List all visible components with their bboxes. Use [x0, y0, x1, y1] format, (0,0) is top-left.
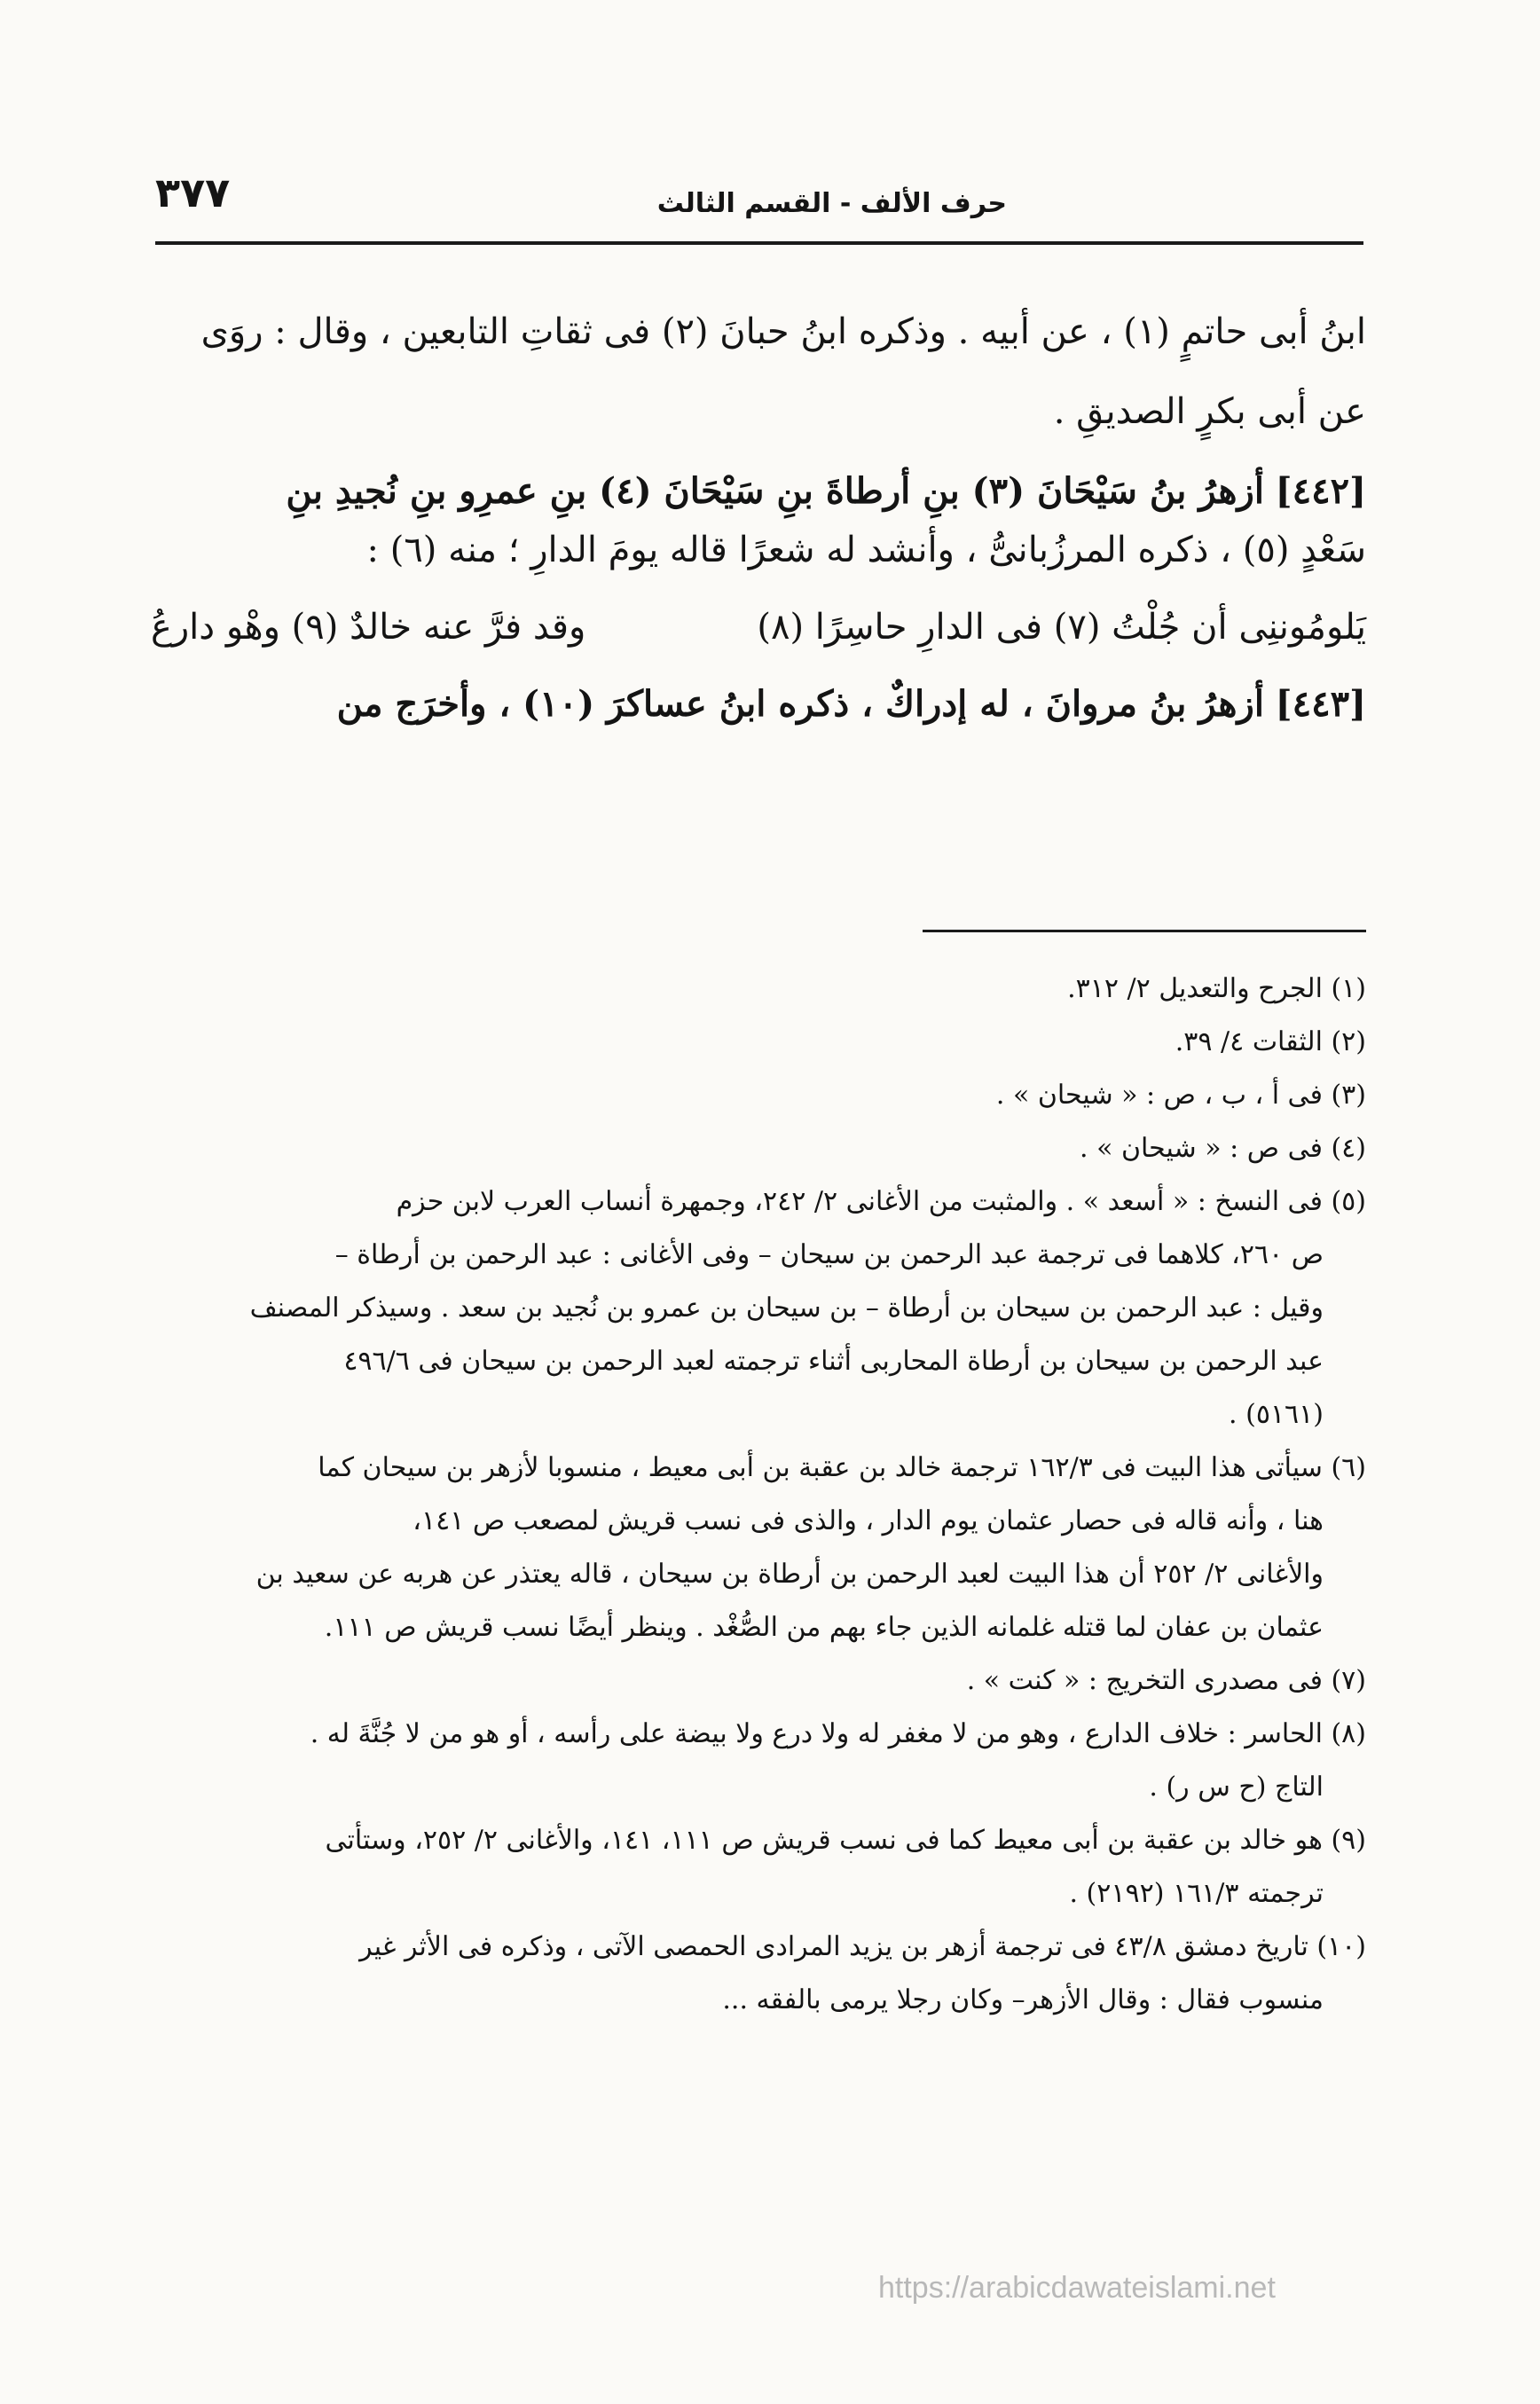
footnote-line: عثمان بن عفان لما قتله غلمانه الذين جاء بهم من الصُّغْد . وينظر أيضًا نسب قريش ص ١١١.: [324, 1612, 1324, 1643]
footnote-line: (٧) فى مصدرى التخريج : « كنت » .: [966, 1665, 1366, 1696]
running-title: حرف الألف - القسم الثالث: [656, 188, 1007, 219]
footnote-item: [124, 1122, 1366, 1175]
entry-text: أزهرُ بنُ سَيْحَانَ (٣) بنِ أرطاةَ بنِ سَيْحَانَ (٤) بنِ عمرِو بنِ نُجيدِ بنِ: [286, 470, 1264, 512]
footnote-line: (٤) فى ص : « شيحان » .: [1080, 1133, 1366, 1164]
main-text: [151, 310, 1366, 726]
footnote-line: ترجمته ١٦١/٣ (٢١٩٢) .: [1069, 1878, 1324, 1909]
entry-number: [٤٤٢]: [1275, 470, 1366, 512]
footnote-item: [124, 1016, 1366, 1069]
page-number: ٣٧٧: [155, 169, 231, 216]
footnote-item: [124, 1921, 1366, 2027]
main-line: سَعْدٍ (٥) ، ذكره المرزُبانىُّ ، وأنشد له شعرًا قاله يومَ الدارِ ؛ منه (٦) :: [366, 530, 1366, 570]
watermark: https://arabicdawateislami.net: [878, 2271, 1276, 2305]
main-line: عن أبى بكرٍ الصديقِ .: [1053, 391, 1366, 432]
footnote-item: [124, 1175, 1366, 1442]
verse-hemistich: يَلومُوننِى أن جُلْتُ (٧) فى الدارِ حاسِرًا (٨): [757, 607, 1366, 648]
header-rule: [155, 241, 1363, 245]
verse: [151, 607, 1366, 648]
footnote-line: وقيل : عبد الرحمن بن سيحان بن أرطاة – بن سيحان بن عمرو بن نُجيد بن سعد . وسيذكر المصنف: [249, 1292, 1324, 1324]
footnote-line: (٦) سيأتى هذا البيت فى ١٦٢/٣ ترجمة خالد بن عقبة بن أبى معيط ، منسوبا لأزهر بن سيحان كما: [318, 1452, 1366, 1483]
footnote-line: (١٠) تاريخ دمشق ٤٣/٨ فى ترجمة أزهر بن يزيد المرادى الحمصى الآتى ، وذكره فى الأثر غير: [359, 1931, 1366, 1962]
entry-443-heading: [151, 683, 1366, 726]
footnote-line: (٢) الثقات ٤/ ٣٩.: [1175, 1026, 1366, 1057]
footnote-line: (٨) الحاسر : خلاف الدارع ، وهو من لا مغفر له ولا درع ولا بيضة على رأسه ، أو هو من لا جُنَّةَ له .: [310, 1718, 1366, 1749]
footnote-line: (١) الجرح والتعديل ٢/ ٣١٢.: [1067, 973, 1366, 1004]
main-line: ابنُ أبى حاتمٍ (١) ، عن أبيه . وذكره ابنُ حبانَ (٢) فى ثقاتِ التابعين ، وقال : روَى: [200, 311, 1366, 352]
footnote-line: (٥) فى النسخ : « أسعد » . والمثبت من الأغانى ٢/ ٢٤٢، وجمهرة أنساب العرب لابن حزم: [396, 1186, 1366, 1217]
footnote-item: [124, 962, 1366, 1016]
entry-number: [٤٤٣]: [1275, 683, 1366, 725]
footnote-item: [124, 1442, 1366, 1654]
entry-text: أزهرُ بنُ مروانَ ، له إدراكٌ ، ذكره ابنُ عساكرَ (١٠) ، وأخرَج من: [336, 683, 1264, 725]
footnote-line: منسوب فقال : وقال الأزهر– وكان رجلا يرمى بالفقه ...: [722, 1984, 1324, 2015]
entry-442-heading: [151, 470, 1366, 513]
footnote-rule: [923, 930, 1366, 932]
page-header: [155, 169, 1362, 240]
footnotes: [124, 962, 1366, 2027]
footnote-line: (٩) هو خالد بن عقبة بن أبى معيط كما فى نسب قريش ص ١١١، ١٤١، والأغانى ٢/ ٢٥٢، وستأتى: [325, 1825, 1366, 1856]
footnote-line: (٣) فى أ ، ب ، ص : « شيحان » .: [995, 1080, 1366, 1111]
footnote-line: والأغانى ٢/ ٢٥٢ أن هذا البيت لعبد الرحمن بن أرطاة بن سيحان ، قاله يعتذر عن هربه عن سعيد بن: [255, 1559, 1324, 1590]
footnote-line: هنا ، وأنه قاله فى حصار عثمان يوم الدار ، والذى فى نسب قريش لمصعب ص ١٤١،: [412, 1505, 1324, 1536]
footnote-line: ص ٢٦٠، كلاهما فى ترجمة عبد الرحمن بن سيحان – وفى الأغانى : عبد الرحمن بن أرطاة –: [334, 1239, 1324, 1270]
footnote-item: [124, 1814, 1366, 1921]
footnote-item: [124, 1654, 1366, 1708]
footnote-item: [124, 1708, 1366, 1814]
verse-hemistich: وقد فرَّ عنه خالدٌ (٩) وهْو دارعُ: [151, 607, 586, 648]
footnote-line: عبد الرحمن بن سيحان بن أرطاة المحاربى أثناء ترجمته لعبد الرحمن بن سيحان فى ٤٩٦/٦: [343, 1346, 1324, 1377]
footnote-line: (٥١٦١) .: [1229, 1399, 1324, 1430]
footnote-line: التاج (ح س ر) .: [1149, 1772, 1324, 1803]
footnote-item: [124, 1069, 1366, 1122]
